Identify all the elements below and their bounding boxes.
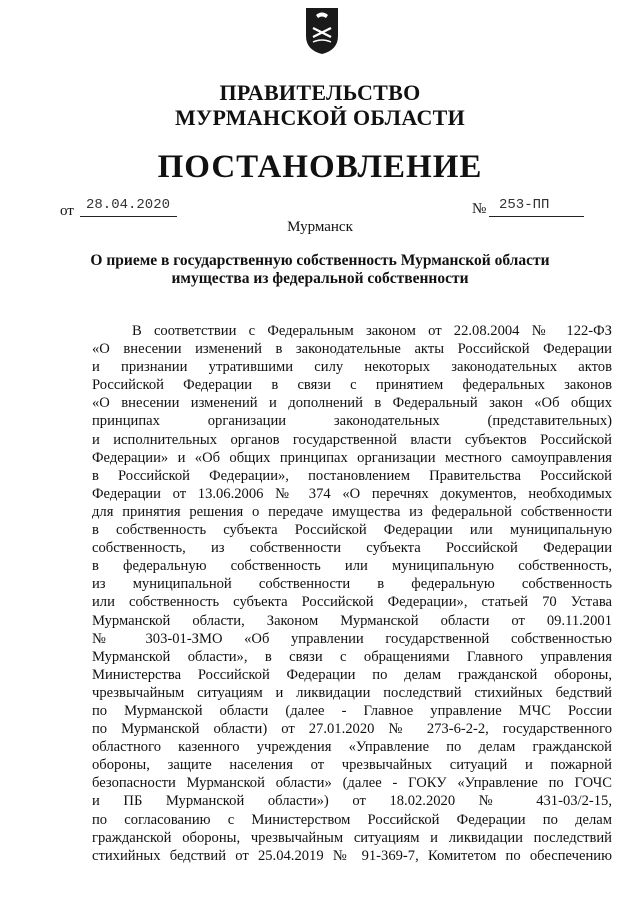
body-line: Российской Федерации в связи с принятием федеральных законов [92,377,612,394]
body-text [92,322,612,865]
body-line: Мурманской области, Законом Мурманской области от 09.11.2001 [92,612,612,629]
org-title-line1: ПРАВИТЕЛЬСТВО [219,80,421,105]
document-number: 253-ПП [499,197,550,213]
body-line: Федерации» и «Об общих принципах организации местного самоуправления [92,449,612,466]
body-line: или собственность субъекта Российской Федерации», статьей 70 Устава [92,594,612,611]
body-line: и признании утратившими силу некоторых законодательных актов [92,359,612,376]
subject-line2: имущества из федеральной собственности [171,270,469,287]
body-line: Федерации от 13.06.2006 № 374 «О перечнях документов, необходимых [92,485,612,502]
body-line: № 303-01-ЗМО «Об управлении государственной собственностью [92,630,612,647]
body-line: для принятия решения о передаче имущества из федеральной собственности [92,503,612,520]
number-label: № [472,201,487,217]
body-line: областного казенного учреждения «Управление по делам гражданской [92,739,612,756]
body-line: по согласованию с Министерством Российской Федерации по делам [92,811,612,828]
body-line: безопасности Мурманской области» (далее - ГОКУ «Управление по ГОЧС [92,775,612,792]
number-underline [489,216,584,217]
body-line: гражданской обороны, чрезвычайным ситуациям и ликвидации последствий [92,829,612,846]
city-name: Мурманск [287,219,353,235]
body-line: из муниципальной собственности в федеральную собственность [92,576,612,593]
body-line: «О внесении изменений и дополнений в Федеральный закон «Об общих [92,395,612,412]
body-line: «О внесении изменений в законодательные акты Российской Федерации [92,341,612,358]
body-line: В соответствии с Федеральным законом от 22.08.2004 № 122-ФЗ [132,323,612,339]
document-date: 28.04.2020 [86,197,171,213]
body-line: Министерства Российской Федерации по делам гражданской обороны, [92,666,612,683]
subject-line1: О приеме в государственную собственность Мурманской области [90,252,550,269]
body-line: и ПБ Мурманской области») от 18.02.2020 № 431-03/2-15, [92,793,612,810]
body-line: по Мурманской области) от 27.01.2020 № 273-6-2-2, государственного [92,721,612,738]
body-line: в федеральную собственность или муниципальную собственность, [92,558,612,575]
date-underline [80,216,177,217]
body-line: в собственность субъекта Российской Федерации или муниципальную [92,522,612,539]
body-line: собственность, из собственности субъекта Российской Федерации [92,540,612,557]
org-title-line2: МУРМАНСКОЙ ОБЛАСТИ [174,105,466,130]
body-line: и исполнительных органов государственной власти субъектов Российской [92,431,612,448]
body-line: по Мурманской области (далее - Главное управление МЧС России [92,702,612,719]
body-line: чрезвычайным ситуациям и ликвидации последствий стихийных бедствий [92,684,612,701]
document-type-title: ПОСТАНОВЛЕНИЕ [157,149,483,185]
body-line: Мурманской области», в связи с обращениями Главного управления [92,648,612,665]
body-line: стихийных бедствий от 25.04.2019 № 91-369-7, Комитетом по обеспечению [92,847,612,864]
date-label: от [60,203,74,219]
coat-of-arms-icon [302,6,342,56]
body-line: в Российской Федерации», постановлением Правительства Российской [92,467,612,484]
body-line: принципах организации законодательных (представительных) [92,413,612,430]
body-line: обороны, защите населения от чрезвычайных ситуаций и пожарной [92,757,612,774]
